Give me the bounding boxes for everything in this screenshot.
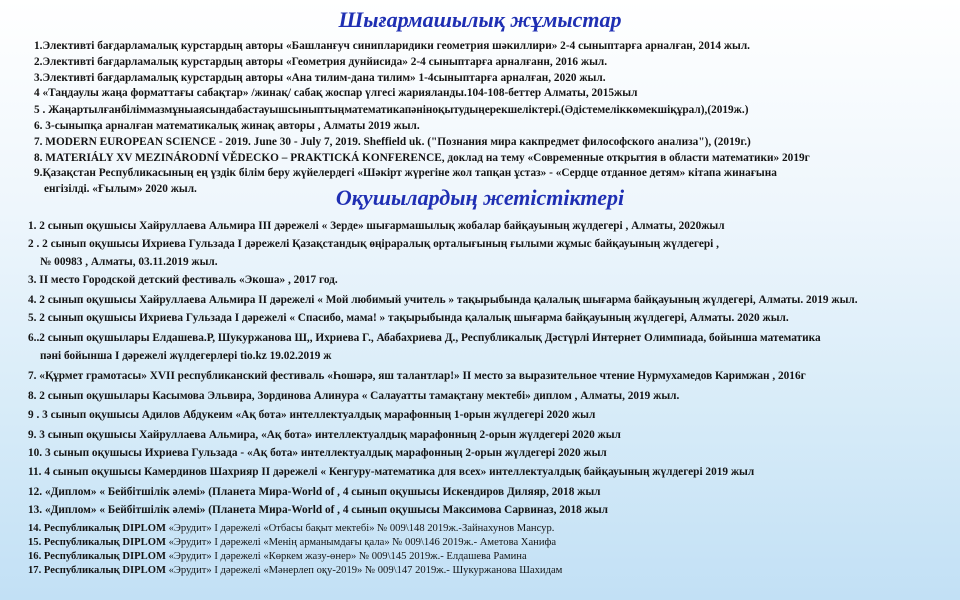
achievement-item: 5. 2 сынып оқушысы Ихриева Гульзада І дәрежелі « Спасибо, мама! » тақырыбында қалалық шығарма байқауының жүлдегері, Алматы. 2020 жыл. (28, 312, 789, 324)
diploma-item (28, 536, 556, 550)
diploma-lead: 17. Республикалық DIPLOM (28, 565, 166, 576)
achievement-item-continued: № 00983 , Алматы, 03.11.2019 жыл. (40, 256, 218, 268)
works-item: 8. MATERIÁLY XV MEZINÁRODNÍ VĚDECKO – PRAKTICKÁ KONFERENCE, доклад на тему «Современные открытия в области математики» 2019г (34, 152, 810, 164)
works-item: 7. MODERN EUROPEAN SCIENCE - 2019. June 30 - July 7, 2019. Sheffield uk. ("Познания мира какпредмет философского анализа"), (2019г.) (34, 136, 751, 148)
works-item: 6. 3-сыныпқа арналған математикалық жинақ авторы , Алматы 2019 жыл. (34, 120, 420, 132)
achievement-item: 11. 4 сынып оқушысы Камердинов Шахрияр ІІ дәрежелі « Кенгуру-математика для всех» интеллектуалдық байқауының жүлдегері 2019 жыл (28, 466, 755, 478)
achievement-item: 12. «Диплом» « Бейбітшілік әлемі» (Планета Мира-World of , 4 сынып оқушысы Искендиров Диляяр, 2018 жыл (28, 486, 601, 498)
achievement-item: 3. II место Городской детский фестиваль «Экоша» , 2017 год. (28, 274, 338, 286)
achievement-item: 13. «Диплом» « Бейбітшілік әлемі» (Планета Мира-World of , 4 сынып оқушысы Максимова Сарвиназ, 2018 жыл (28, 504, 608, 516)
achievement-item: 2 . 2 сынып оқушысы Ихриева Гульзада І дәрежелі Қазақстандық өңіраралық орталығының ғылыми жұмыс байқауының жүлдегері , (28, 238, 719, 250)
achievement-item: 6..2 сынып оқушылары Елдашева.Р, Шукуржанова Ш,, Ихриева Г., Абабахриева Д., Республикалық Дәстүрлі Интернет Олимпиада, бойынша математика (28, 332, 821, 344)
achievement-item: 4. 2 сынып оқушысы Хайруллаева Альмира ІІ дәрежелі « Мой любимый учитель » тақырыбында қалалық шығарма байқауының жүлдегері, Алматы. 2019 жыл. (28, 294, 858, 306)
diploma-lead: 15. Республикалық DIPLOM (28, 537, 166, 548)
diploma-lead: 14. Республикалық DIPLOM (28, 523, 166, 534)
works-item: 4 «Таңдаулы жаңа форматтағы сабақтар» /жинақ/ сабақ жоспар үлгесі жарияланды.104-108-беттер Алматы, 2015жыл (34, 87, 638, 99)
works-item: 1.Элективті бағдарламалық курстардың авторы «Башланғуч синипларидики геометрия шәкиллири» 2-4 сыныптарға арналған, 2014 жыл. (34, 40, 751, 52)
diploma-item (28, 564, 562, 578)
diploma-detail: «Эрудит» І дәрежелі «Көркем жазу-өнер» № 009\145 2019ж.- Елдашева Рамина (165, 551, 527, 562)
works-item: 2.Элективті бағдарламалық курстардың авторы «Геометрия дунйисида» 2-4 сыныптарға арналғанн, 2016 жыл. (34, 56, 608, 68)
achievement-item: 1. 2 сынып оқушысы Хайруллаева Альмира ІІІ дәрежелі « Зерде» шығармашылық жобалар байқауының жүлдегері , Алматы, 2020жыл (28, 220, 725, 232)
achievement-item: 10. 3 сынып оқушысы Ихриева Гульзада - «Ақ бота» интеллектуалдық марафонның 2-орын жүлдегері 2020 жыл (28, 447, 607, 459)
achievement-item-continued: пәні бойынша І дәрежелі жүлдегерлері tio.kz 19.02.2019 ж (40, 350, 332, 362)
achievement-item: 9 . 3 сынып оқушысы Адилов Абдукеим «Ақ бота» интеллектуалдық марафонның 1-орын жүлдегері 2020 жыл (28, 409, 596, 421)
works-item-continued: енгізілді. «Ғылым» 2020 жыл. (44, 183, 197, 195)
diploma-detail: «Эрудит» І дәрежелі «Мәнерлеп оқу-2019» № 009\147 2019ж.- Шукуржанова Шахидам (165, 565, 563, 576)
achievements-title: Оқушылардың жетістіктері (335, 185, 625, 210)
diploma-lead: 16. Республикалық DIPLOM (28, 551, 166, 562)
achievement-item: 8. 2 сынып оқушылары Касымова Эльвира, Зординова Алинура « Салауатты тамақтану мектебі» диплом , Алматы, 2019 жыл. (28, 390, 680, 402)
works-item: 3.Элективті бағдарламалық курстардың авторы «Ана тилим-дана тилим» 1-4сыныптарға арналған, 2020 жыл. (34, 72, 606, 84)
diploma-detail: «Эрудит» І дәрежелі «Менің арманымдағы қала» № 009\146 2019ж.- Аметова Ханифа (165, 537, 557, 548)
works-title: Шығармашылық жұмыстар (338, 7, 622, 32)
diploma-item (28, 522, 554, 536)
works-item: 5 . Жаңартылғанбіліммазмұныаясындабастауышсыныптыңматематикапәніноқытудыңерекшеліктері.(Әдістемеліккөмекшіқұрал),(2019ж.) (34, 104, 749, 116)
achievement-item: 7. «Құрмет грамотасы» XVII республиканский фестиваль «Һошәрә, яш талантлар!» II место за выразительное чтение Нурмухамедов Каримжан , 2016г (28, 370, 806, 382)
achievement-item: 9. 3 сынып оқушысы Хайруллаева Альмира, «Ақ бота» интеллектуалдық марафонның 2-орын жүлдегері 2020 жыл (28, 429, 621, 441)
diploma-item (28, 550, 527, 564)
diploma-detail: «Эрудит» І дәрежелі «Отбасы бақыт мектебі» № 009\148 2019ж.-Зайнахунов Мансур. (165, 523, 555, 534)
works-item: 9.Қазақстан Республикасының ең үздік білім беру жүйелердегі «Шәкірт жүрегіне жол тапқан ұстаз» - «Сердце отданное детям» кітапа жинағына (34, 167, 777, 179)
